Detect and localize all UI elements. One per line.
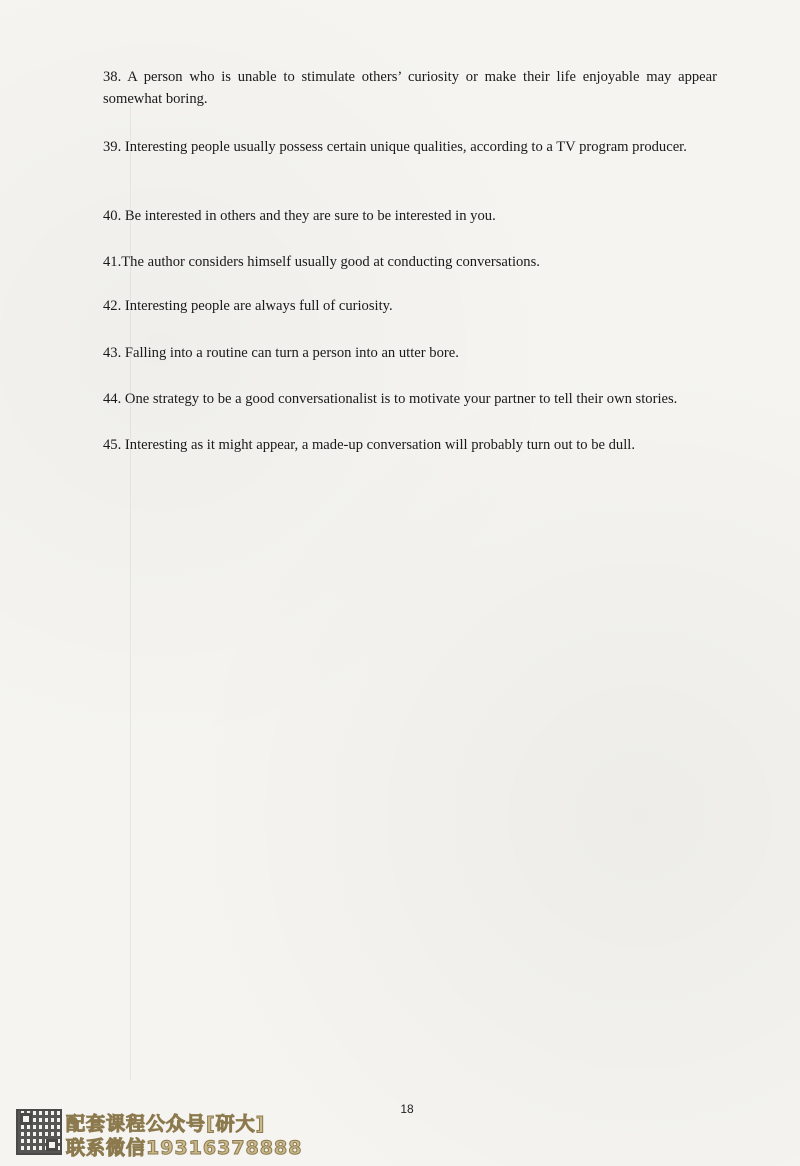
- qr-code-icon: [16, 1109, 62, 1155]
- question-40: 40. Be interested in others and they are sure to be interested in you.: [103, 208, 496, 224]
- scan-margin-line: [130, 100, 131, 1080]
- watermark-promo: [16, 1109, 316, 1157]
- page-number: 18: [400, 1102, 414, 1116]
- question-41: 41.The author considers himself usually good at conducting conversations.: [103, 254, 540, 270]
- question-38: 38. A person who is unable to stimulate others’ curiosity or make their life enjoyable may appear somewhat boring.: [103, 69, 717, 107]
- watermark-line-2: 联系微信19316378888: [66, 1137, 303, 1159]
- question-45: 45. Interesting as it might appear, a made-up conversation will probably turn out to be dull.: [103, 437, 635, 453]
- question-43: 43. Falling into a routine can turn a person into an utter bore.: [103, 345, 459, 361]
- question-42: 42. Interesting people are always full of curiosity.: [103, 298, 393, 314]
- question-39: 39. Interesting people usually possess certain unique qualities, according to a TV program producer.: [103, 139, 687, 155]
- watermark-line-1: 配套课程公众号[研大]: [66, 1113, 266, 1135]
- question-44: 44. One strategy to be a good conversationalist is to motivate your partner to tell their own stories.: [103, 391, 678, 407]
